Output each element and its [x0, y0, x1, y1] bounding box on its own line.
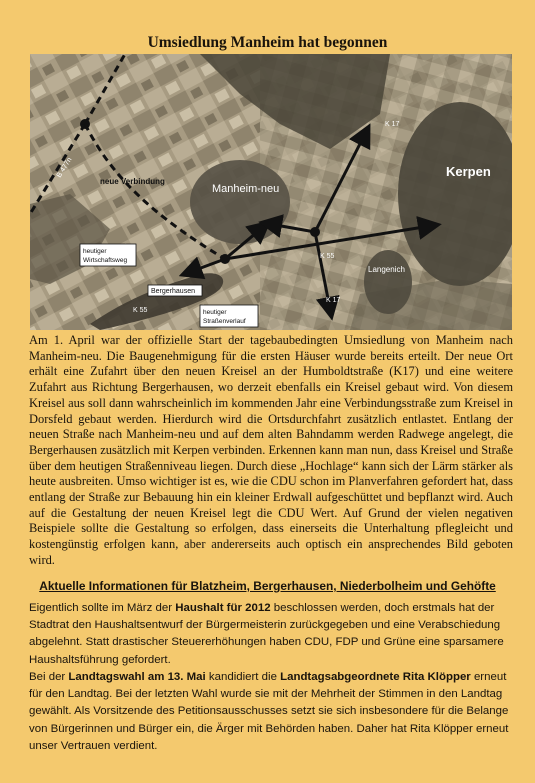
- label-k55-left: K 55: [133, 307, 148, 314]
- aerial-map: [30, 54, 512, 330]
- manheim-neu-area: [190, 160, 290, 244]
- label-wirtschaftsweg: heutiger Wirtschaftsweg: [83, 248, 128, 264]
- roundabout-bergerhausen: [220, 254, 230, 264]
- article-body: Am 1. April war der offizielle Start der tagebaubedingten Umsiedlung von Manheim nach Manheim-neu. Die Baugenehmigung für die ersten Häuser wurde bereits erteilt. Der neue Ort erhält eine Zufahrt über den neuen Kreisel an der Humboldtstraße (K17) und eine weitere Zufahrt aus Richtung Bergerhausen, wo derzeit ebenfalls ein Kreisel gebaut wird. Von diesem Kreisel aus soll dann wahrscheinlich im kommenden Jahr eine Verbindungsstraße zum Kreisel in Dorsfeld gebaut werden. Hierdurch wird die Ortsdurchfahrt zusätzlich entlastet. Entlang der neuen Straße nach Manheim-neu und auf dem alten Bahndamm werden Radwege angelegt, die Bergerhausen zusätzlich mit Kerpen verbinden. Erkennen kann man nun, dass Kreisel und Straße über dem heutigen Straßenniveau liegen. Durch diese „Hochlage“ kann sich der Lärm stärker als heute ausbreiten. Umso wichtiger ist es, wie die CDU schon im Planverfahren gefordert hat, dass entlang der Straße zur Bebauung hin ein kleiner Erdwall aufgeschüttet und bepflanzt wird. Auch auf die Gestaltung der neuen Kreisel legt die CDU Wert. Auf Grund der vielen negativen Beispiele sollte die Gestaltung so erfolgen, dass einerseits die Unterhaltung pflegleicht und kostengünstig erfolgen kann, aber andererseits auch optisch ein ansprechendes Bild geboten wird.: [29, 333, 513, 567]
- roundabout-k17: [310, 227, 320, 237]
- label-kerpen: Kerpen: [446, 164, 491, 179]
- label-k55-right: K 55: [320, 253, 335, 260]
- paragraph-landtagswahl: Bei der Landtagswahl am 13. Mai kandidiert die Landtagsabgeordnete Rita Klöpper erneut für den Landtag. Bei der letzten Wahl wurde sie mit der Mehrheit der Stimmen in den Landtag gewählt. Als Vorsitzende des Petitionsausschusses setzt sie sich insbesondere für die Belange von Bürgerinnen und Bürger ein, die Ärger mit Behörden haben. Daher hat Rita Klöpper erneut unser Vertrauen verdient.: [29, 671, 509, 752]
- label-b477n: B 477n: [55, 156, 74, 180]
- label-k17-top: K 17: [385, 121, 400, 128]
- label-k17-bottom: K 17: [326, 297, 341, 304]
- label-neue-verbindung: neue Verbindung: [100, 177, 165, 186]
- article-title: Umsiedlung Manheim hat begonnen: [147, 34, 388, 51]
- label-strassenverlauf: heutiger Straßenverlauf: [203, 309, 246, 325]
- langenich-area: [364, 250, 412, 314]
- label-bergerhausen: Bergerhausen: [151, 288, 195, 295]
- section-heading: Aktuelle Informationen für Blatzheim, Bergerhausen, Niederbolheim und Gehöfte: [39, 579, 496, 593]
- paragraph-haushalt: Eigentlich sollte im März der Haushalt für 2012 beschlossen werden, doch erstmals hat der Stadtrat den Haushaltsentwurf der Bürgermeisterin zurückgegeben und eine Verabschiedung abgelehnt. Statt drastischer Steuererhöhungen haben CDU, FDP und Grüne eine sparsamere Haushaltsführung gefordert.: [29, 602, 504, 666]
- label-langenich: Langenich: [368, 265, 405, 274]
- label-manheim-neu: Manheim-neu: [212, 183, 280, 195]
